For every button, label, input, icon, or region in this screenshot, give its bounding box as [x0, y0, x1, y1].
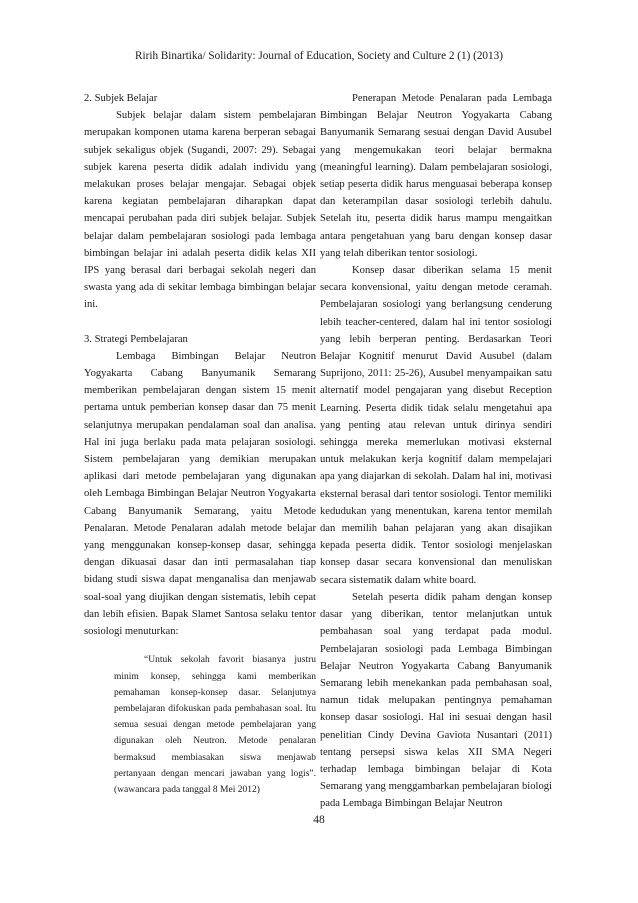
section-heading-subjek-belajar: 2. Subjek Belajar: [84, 93, 158, 104]
paragraph-konsep-dasar: Konsep dasar diberikan selama 15 menit secara konvensional, yaitu dengan metode ceramah. Pembelajaran sosiologi yang berlangsung cenderung lebih teacher-centered, dalam hal ini tentor sosiologi yang lebih berperan penting. Berdasarkan Teori Belajar Kognitif menurut David Ausubel (dalam Suprijono, 2011: 25-26), Ausubel menyampaikan satu alternatif model pengajaran yang disebut Reception Learning. Peserta didik tidak selalu mengetahui apa yang penting atau relevan untuk dirinya sendiri sehingga mereka memerlukan motivasi eksternal untuk melakukan kerja kognitif dalam mempelajari apa yang diajarkan di sekolah. Dalam hal ini, motivasi eksternal berasal dari tentor sosiologi. Tentor memiliki kedudukan yang menentukan, karena tentor memilah dan memilih bahan pelajaran yang akan disajikan kepada peserta didik. Tentor sosiologi menjelaskan konsep dasar secara konvensional dan menuliskan secara sistematik dalam white board.: [320, 265, 552, 586]
paragraph-penerapan-metode: Penerapan Metode Penalaran pada Lembaga Bimbingan Belajar Neutron Yogyakarta Cabang Banyumanik Semarang sesuai dengan David Ausubel yang mengemukakan teori belajar bermakna (meaningful learning). Dalam pembelajaran sosiologi, setiap peserta didik harus menguasai beberapa konsep dan keterampilan dasar sosiologi terlebih dahulu. Setelah itu, peserta didik harus mampu mengaitkan antara pengetahuan yang baru dengan konsep dasar yang telah diberikan tentor sosiologi.: [320, 93, 552, 259]
spacer: [84, 314, 316, 331]
paragraph-pembahasan-soal: Setelah peserta didik paham dengan konsep dasar yang diberikan, tentor melanjutkan untuk pembahasan soal yang terdapat pada modul. Pembelajaran sosiologi pada Lembaga Bimbingan Belajar Neutron Yogyakarta Cabang Banyumanik Semarang lebih menekankan pada pembahasan soal, namun tidak melupakan pentingnya pemahaman konsep dasar sosiologi. Hal ini sesuai dengan hasil penelitian Cindy Devina Gaviota Nusantari (2011) tentang persepsi siswa kelas XII SMA Negeri terhadap lembaga bimbingan belajar di Kota Semarang yang menggambarkan pembelajaran biologi pada Lembaga Bimbingan Belajar Neutron: [320, 591, 552, 810]
left-column: [84, 90, 316, 798]
page-number: 48: [313, 814, 325, 826]
paragraph-subjek-belajar: Subjek belajar dalam sistem pembelajaran merupakan komponen utama karena berperan sebagai subjek sekaligus objek (Sugandi, 2007: 29). Sebagai subjek karena peserta didik adalah individu yang melakukan proses belajar mengajar. Sebagai objek karena kegiatan pembelajaran diharapkan dapat mencapai perubahan pada diri subjek belajar. Subjek belajar dalam pembelajaran sosiologi pada lembaga bimbingan belajar ini adalah peserta didik kelas XII IPS yang berasal dari berbagai sekolah negeri dan swasta yang ada di sekitar lembaga bimbingan belajar ini.: [84, 110, 316, 311]
quote-text: “Untuk sekolah favorit biasanya justru minim konsep, sehingga kami memberikan pemahaman konsep-konsep dasar. Selanjutnya pembelajaran difokuskan pada pembahasan soal. Itu semua sesuai dengan metode pembelajaran yang digunakan oleh Neutron. Metode penalaran bermaksud membiasakan siswa menjawab pertanyaan dengan mencari jawaban yang logis”. (wawancara pada tanggal 8 Mei 2012): [114, 655, 316, 795]
section-heading-strategi-pembelajaran: 3. Strategi Pembelajaran: [84, 333, 188, 345]
paragraph-strategi-pembelajaran: Lembaga Bimbingan Belajar Neutron Yogyakarta Cabang Banyumanik Semarang memberikan pembelajaran dengan sistem 15 menit pertama untuk pemberian konsep dasar dan 75 menit selanjutnya merupakan pendalaman soal dan analisa. Hal ini juga berlaku pada mata pelajaran sosiologi. Sistem pembelajaran yang demikian merupakan aplikasi dari metode pembelajaran yang digunakan oleh Lembaga Bimbingan Belajar Neutron Yogyakarta Cabang Banyumanik Semarang, yaitu Metode Penalaran. Metode Penalaran adalah metode belajar yang menggunakan konsep-konsep dasar, sehingga dengan dikuasai dasar dan inti permasalahan tiap bidang studi siswa dapat menganalisa dan menjawab soal-soal yang diujikan dengan sistematis, lebih cepat dan lebih efisien. Bapak Slamet Santosa selaku tentor sosiologi menuturkan:: [84, 350, 316, 638]
right-column: [320, 90, 552, 813]
running-header: Ririh Binartika/ Solidarity: Journal of Education, Society and Culture 2 (1) (2013): [135, 50, 503, 62]
interview-quote: [114, 652, 316, 798]
